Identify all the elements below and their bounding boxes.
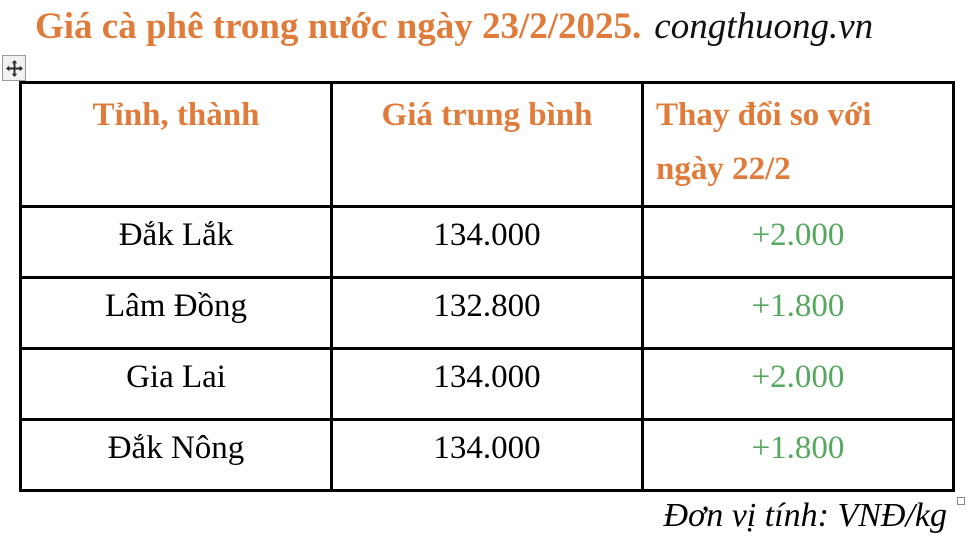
table-move-handle-icon[interactable] xyxy=(2,55,26,81)
page-title xyxy=(35,5,873,48)
col-header-change[interactable]: Thay đổi so với ngày 22/2 xyxy=(643,83,954,207)
title-text: Giá cà phê trong nước ngày 23/2/2025. xyxy=(35,6,642,47)
table-row xyxy=(21,420,954,491)
province-cell[interactable]: Đắk Nông xyxy=(21,420,332,491)
change-cell[interactable]: +1.800 xyxy=(643,278,954,349)
change-cell[interactable]: +2.000 xyxy=(643,349,954,420)
col-header-province[interactable]: Tỉnh, thành xyxy=(21,83,332,207)
coffee-price-table xyxy=(19,81,955,492)
price-cell[interactable]: 134.000 xyxy=(332,420,643,491)
change-cell[interactable]: +2.000 xyxy=(643,207,954,278)
unit-note: Đơn vị tính: VNĐ/kg xyxy=(663,497,947,534)
price-cell[interactable]: 132.800 xyxy=(332,278,643,349)
header-row xyxy=(21,83,954,207)
province-cell[interactable]: Gia Lai xyxy=(21,349,332,420)
table-row xyxy=(21,349,954,420)
table-resize-handle-icon[interactable] xyxy=(957,497,965,505)
move-cross-icon xyxy=(6,60,23,77)
source-watermark: congthuong.vn xyxy=(654,6,874,47)
price-cell[interactable]: 134.000 xyxy=(332,349,643,420)
col-header-price[interactable]: Giá trung bình xyxy=(332,83,643,207)
table-row xyxy=(21,207,954,278)
price-cell[interactable]: 134.000 xyxy=(332,207,643,278)
table-row xyxy=(21,278,954,349)
province-cell[interactable]: Lâm Đồng xyxy=(21,278,332,349)
province-cell[interactable]: Đắk Lắk xyxy=(21,207,332,278)
change-cell[interactable]: +1.800 xyxy=(643,420,954,491)
